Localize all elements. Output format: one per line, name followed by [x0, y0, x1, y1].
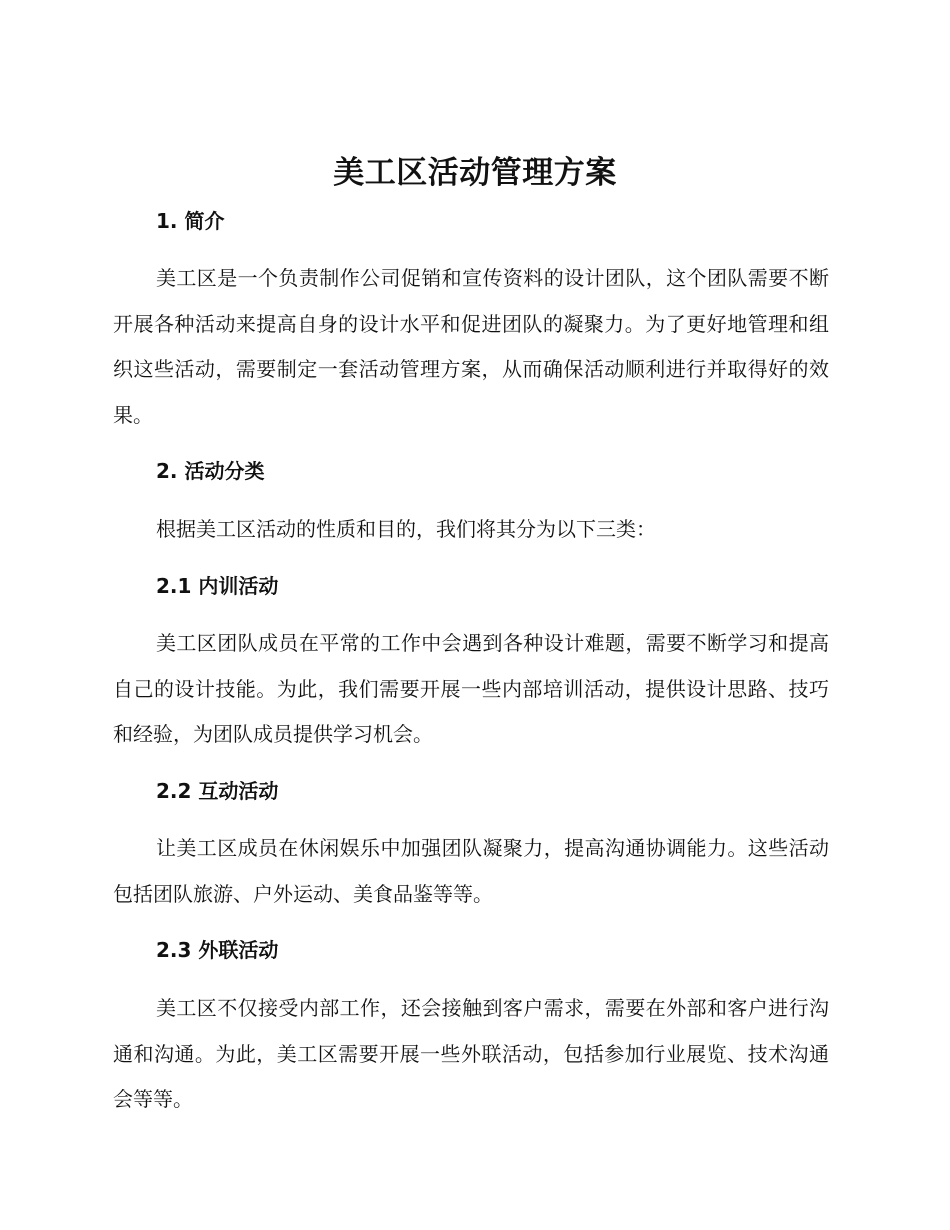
section-heading-interactive: 2.2 互动活动 — [156, 779, 279, 803]
section-paragraph-categories: 根据美工区活动的性质和目的，我们将其分为以下三类： — [156, 517, 656, 541]
document-title: 美工区活动管理方案 — [333, 155, 617, 191]
section-heading-internal-training: 2.1 内训活动 — [156, 574, 279, 598]
section-heading-external: 2.3 外联活动 — [156, 938, 279, 962]
section-heading-intro: 1. 简介 — [156, 209, 225, 233]
section-paragraph-interactive: 让美工区成员在休闲娱乐中加强团队凝聚力，提高沟通协调能力。这些活动包括团队旅游、户外运动、美食品鉴等等。 — [113, 836, 829, 906]
section-heading-categories: 2. 活动分类 — [156, 459, 265, 483]
section-paragraph-internal-training: 美工区团队成员在平常的工作中会遇到各种设计难题，需要不断学习和提高自己的设计技能。为此，我们需要开展一些内部培训活动，提供设计思路、技巧和经验，为团队成员提供学习机会。 — [113, 631, 829, 746]
section-paragraph-external: 美工区不仅接受内部工作，还会接触到客户需求，需要在外部和客户进行沟通和沟通。为此，美工区需要开展一些外联活动，包括参加行业展览、技术沟通会等等。 — [113, 996, 829, 1111]
section-paragraph-intro: 美工区是一个负责制作公司促销和宣传资料的设计团队，这个团队需要不断开展各种活动来提高自身的设计水平和促进团队的凝聚力。为了更好地管理和组织这些活动，需要制定一套活动管理方案，从而确保活动顺利进行并取得好的效果。 — [113, 266, 829, 427]
